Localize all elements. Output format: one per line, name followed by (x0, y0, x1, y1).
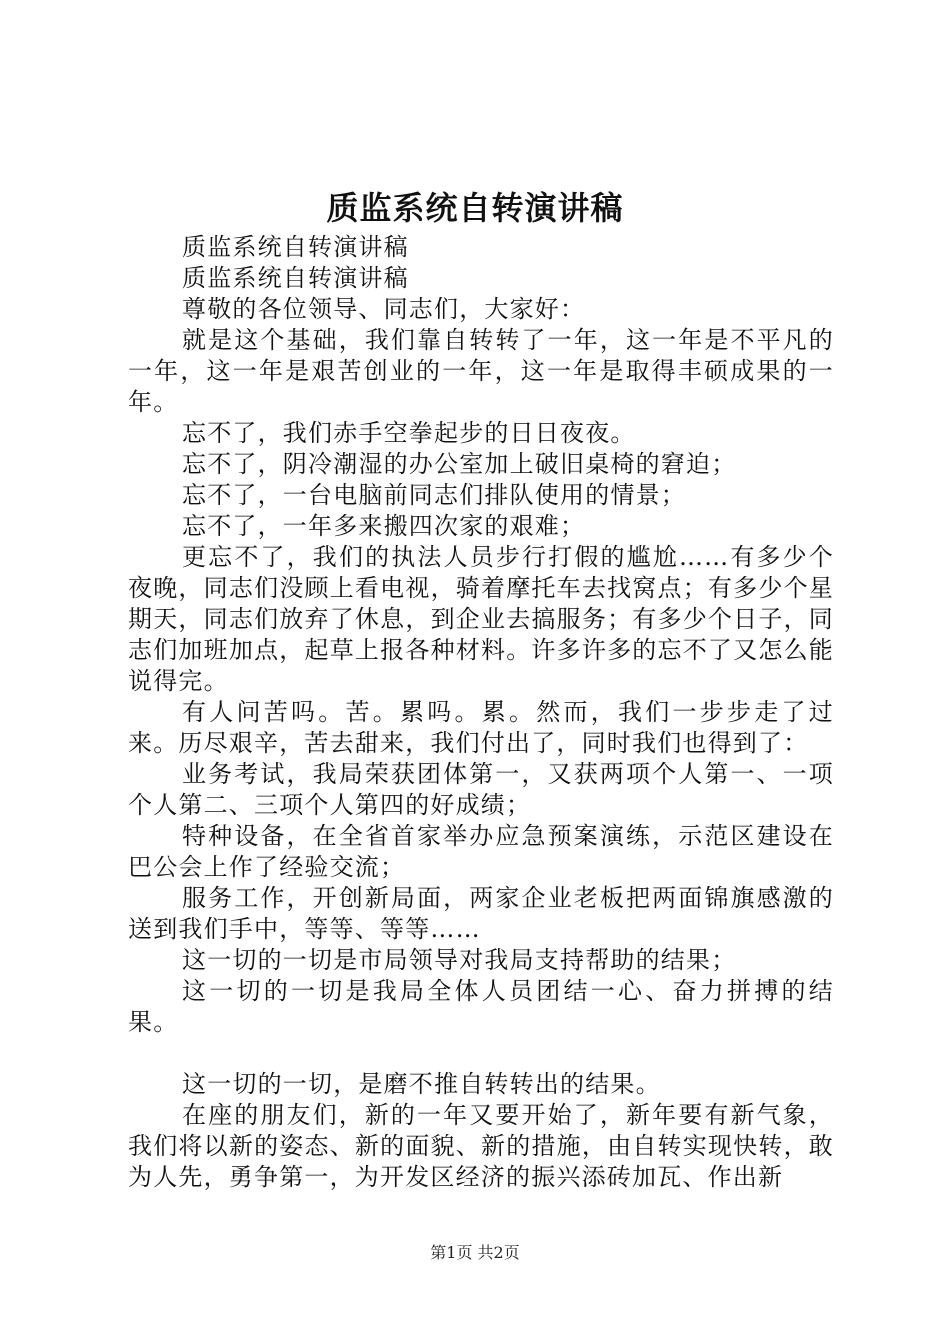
paragraph: 业务考试，我局荣获团体第一，又获两项个人第一、一项个人第二、三项个人第四的好成绩； (128, 760, 834, 819)
paragraph: 服务工作，开创新局面，两家企业老板把两面锦旗感激的送到我们手中，等等、等等…… (128, 884, 834, 943)
paragraph: 这一切的一切，是磨不推自转转出的结果。 (182, 1070, 661, 1098)
paragraph: 就是这个基础，我们靠自转转了一年，这一年是不平凡的一年，这一年是艰苦创业的一年，这一年是取得丰硕成果的一年。 (128, 326, 834, 416)
paragraph: 尊敬的各位领导、同志们，大家好： (182, 295, 586, 323)
paragraph: 这一切的一切是我局全体人员团结一心、奋力拼搏的结果。 (128, 977, 834, 1036)
document-title: 质监系统自转演讲稿 (326, 189, 624, 227)
paragraph: 这一切的一切是市局领导对我局支持帮助的结果； (182, 946, 737, 974)
paragraph: 特种设备，在全省首家举办应急预案演练，示范区建设在巴公会上作了经验交流； (128, 822, 834, 881)
paragraph: 更忘不了，我们的执法人员步行打假的尴尬……有多少个夜晚，同志们没顾上看电视，骑着摩托车去找窝点；有多少个星期天，同志们放弃了休息，到企业去搞服务；有多少个日子，同志们加班加点，起草上报各种材料。许多许多的忘不了又怎么能说得完。 (128, 543, 834, 695)
paragraph: 忘不了，一年多来搬四次家的艰难； (182, 512, 586, 540)
paragraph: 忘不了，一台电脑前同志们排队使用的情景； (182, 481, 686, 509)
document-body (128, 232, 834, 1193)
paragraph: 有人问苦吗。苦。累吗。累。然而，我们一步步走了过来。历尽艰辛，苦去甜来，我们付出了，同时我们也得到了： (128, 698, 834, 757)
paragraph: 忘不了，阴冷潮湿的办公室加上破旧桌椅的窘迫； (182, 450, 737, 478)
paragraph: 忘不了，我们赤手空拳起步的日日夜夜。 (182, 419, 636, 447)
page-number-footer: 第1页 共2页 (430, 1243, 520, 1262)
paragraph: 在座的朋友们，新的一年又要开始了，新年要有新气象，我们将以新的姿态、新的面貌、新的措施，由自转实现快转，敢为人先，勇争第一，为开发区经济的振兴添砖加瓦、作出新 (128, 1101, 834, 1191)
paragraph: 质监系统自转演讲稿 (182, 233, 409, 261)
paragraph: 质监系统自转演讲稿 (182, 264, 409, 292)
